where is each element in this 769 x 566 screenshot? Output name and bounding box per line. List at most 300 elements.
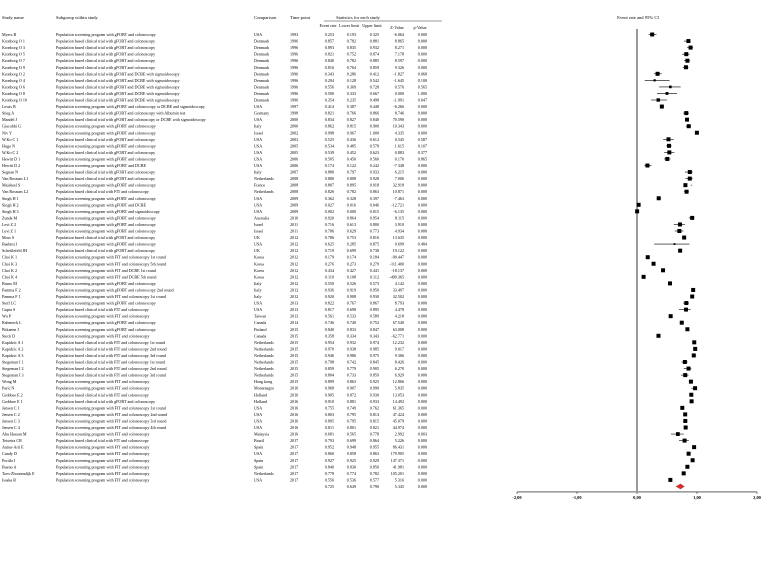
cell-lower-limit: 0.235	[346, 97, 356, 103]
cell-time-point: 2010	[290, 215, 299, 221]
cell-p-value: 0.000	[417, 438, 427, 444]
cell-p-value: 0.000	[417, 117, 427, 123]
cell-study-name: Niv Y	[2, 130, 12, 136]
cell-event-rate: 0.822	[324, 300, 334, 306]
table-row	[2, 287, 427, 292]
point-estimate	[683, 419, 687, 423]
cell-lower-limit: 0.779	[346, 366, 356, 372]
header-study-name: Study name	[2, 15, 24, 20]
table-row	[2, 353, 427, 358]
cell-time-point: 2000	[290, 117, 299, 123]
point-estimate	[684, 301, 688, 305]
cell-p-value: 1.000	[417, 90, 427, 96]
cell-z-value: 61.365	[392, 405, 404, 411]
cell-upper-limit: 0.845	[369, 359, 379, 365]
cell-lower-limit: 0.387	[346, 104, 356, 110]
cell-upper-limit: 0.612	[369, 136, 379, 142]
cell-lower-limit: 0.782	[346, 38, 356, 44]
point-estimate	[678, 249, 682, 253]
cell-comparison: USA	[254, 418, 263, 424]
table-row	[2, 91, 427, 96]
cell-lower-limit: 0.452	[346, 149, 356, 155]
cell-subgroup: Population based clinical trial with gFOBT and colonoscopy with Albumin test	[56, 110, 186, 116]
cell-upper-limit: 0.623	[369, 149, 379, 155]
cell-comparison: Holland	[254, 398, 268, 404]
cell-study-name: Hugo N	[2, 143, 16, 149]
cell-z-value: 32.502	[392, 294, 404, 299]
point-estimate	[668, 281, 672, 285]
cell-upper-limit: 0.929	[369, 457, 379, 463]
cell-upper-limit: 0.933	[369, 169, 379, 175]
cell-p-value: 0.000	[417, 359, 427, 365]
cell-comparison: Denmark	[254, 64, 270, 70]
cell-study-name: Cundy D	[2, 451, 17, 457]
cell-z-value: 4.335	[394, 130, 404, 136]
cell-upper-limit: 0.875	[369, 241, 379, 247]
cell-z-value: 10.871	[392, 189, 404, 195]
cell-comparison: USA	[254, 202, 263, 208]
cell-upper-limit: 0.738	[369, 248, 379, 254]
table-row	[2, 294, 427, 299]
cell-comparison: Denmark	[254, 77, 270, 83]
cell-p-value: 0.000	[417, 346, 427, 352]
cell-upper-limit: 0.242	[369, 163, 379, 168]
header-p-value: p-Value	[413, 25, 427, 30]
point-estimate	[685, 118, 689, 122]
cell-z-value: 1.615	[394, 143, 404, 149]
cell-p-value: 0.000	[417, 398, 427, 404]
cell-study-name: Kronborg O 3	[2, 45, 25, 51]
cell-time-point: 1996	[290, 51, 299, 57]
cell-upper-limit: 0.046	[369, 202, 379, 208]
cell-comparison: USA	[254, 143, 263, 149]
cell-event-rate: 0.798	[324, 359, 334, 365]
cell-subgroup: Population screening program with gFOBT and colonoscopy	[56, 228, 156, 234]
table-row	[2, 373, 427, 378]
cell-subgroup: Population based clinical trial with FIT and colonoscopy	[56, 392, 149, 398]
cell-study-name: Jensen C 4	[2, 425, 20, 430]
cell-z-value: 67.540	[392, 320, 404, 326]
cell-event-rate: 0.556	[324, 477, 334, 483]
cell-study-name: Zunda M	[2, 215, 18, 221]
cell-lower-limit: 0.733	[346, 372, 356, 378]
table-row	[2, 248, 427, 253]
cell-event-rate: 0.561	[324, 313, 334, 319]
x-tick-label: 2,00	[753, 494, 761, 500]
cell-z-value: 13.053	[392, 392, 404, 398]
cell-study-name: Kapidzic A 2	[2, 346, 24, 352]
cell-p-value: 0.000	[417, 267, 427, 273]
point-estimate	[650, 33, 654, 37]
cell-upper-limit: 0.778	[369, 431, 379, 437]
cell-study-name: Van Rossum L1	[2, 176, 29, 182]
cell-z-value: 63.008	[392, 326, 404, 332]
table-row	[2, 307, 427, 312]
cell-z-value: 7.006	[394, 176, 404, 182]
cell-upper-limit: 0.990	[369, 385, 379, 391]
cell-p-value: 0.000	[417, 352, 427, 358]
table-row	[2, 202, 427, 207]
cell-subgroup: Population based clinical trial with FIT and colonoscopy 3rd round	[56, 372, 166, 378]
cell-subgroup: Population based clinical trial with gFOBT and DCBE with sigmoidoscopy	[56, 90, 180, 96]
cell-event-rate: 0.625	[324, 241, 334, 247]
cell-subgroup: Population based clinical trial with gFOBT and colonoscopy	[56, 64, 156, 70]
cell-event-rate: 0.706	[324, 228, 334, 234]
study-rows	[2, 32, 427, 489]
cell-subgroup: Population screening program with FIT and colonoscopy	[56, 451, 150, 457]
cell-event-rate: 0.803	[324, 411, 334, 417]
cell-time-point: 2008	[290, 182, 299, 188]
cell-time-point: 2017	[290, 438, 299, 444]
cell-z-value: 0.000	[394, 90, 404, 96]
cell-study-name: Pamma F 1	[2, 294, 21, 299]
cell-upper-limit: 0.859	[369, 64, 379, 70]
cell-p-value: 0.000	[417, 379, 427, 385]
table-row	[2, 379, 427, 384]
cell-comparison: Spain	[254, 457, 264, 463]
cell-event-rate: 0.952	[324, 444, 334, 450]
cell-time-point: 2016	[290, 392, 299, 398]
pooled-lower-limit: 0.649	[346, 483, 356, 489]
cell-p-value: 0.000	[417, 58, 427, 64]
point-estimate	[683, 183, 687, 187]
table-row	[2, 418, 427, 423]
header-event-rate: Event rate	[319, 23, 337, 28]
cell-lower-limit: 0.767	[346, 300, 356, 306]
cell-study-name: Abu Hassan M	[2, 431, 27, 437]
point-estimate	[683, 412, 687, 416]
point-estimate	[689, 46, 693, 50]
cell-time-point: 2016	[290, 431, 299, 437]
cell-subgroup: Population screening program with FIT and colonoscopy	[56, 313, 150, 319]
cell-z-value: -7.348	[393, 163, 404, 168]
table-row	[2, 346, 427, 351]
cell-z-value: 45.079	[392, 418, 404, 424]
cell-comparison: USA	[254, 195, 263, 201]
cell-upper-limit: 0.859	[369, 372, 379, 378]
cell-time-point: 2017	[290, 464, 299, 470]
cell-study-name: Choi K 2	[2, 267, 18, 273]
cell-subgroup: Population screening program with gFOBT and colonoscopy	[56, 130, 156, 136]
pooled-z-value: 5.345	[394, 483, 404, 489]
cell-comparison: Germany	[254, 110, 270, 116]
cell-upper-limit: 0.773	[369, 228, 379, 234]
cell-p-value: 0.000	[417, 182, 427, 188]
cell-upper-limit: 0.975	[369, 352, 379, 358]
cell-p-value: 0.000	[417, 313, 427, 319]
cell-z-value: 147.371	[390, 457, 404, 463]
cell-upper-limit: 0.184	[369, 254, 379, 260]
cell-upper-limit: 0.925	[369, 379, 379, 385]
cell-z-value: 6.929	[394, 372, 404, 378]
cell-z-value: 32.918	[392, 182, 404, 188]
cell-upper-limit: 0.667	[369, 90, 379, 96]
point-estimate	[685, 190, 689, 194]
cell-p-value: 0.003	[417, 431, 427, 437]
cell-subgroup: Population screening program with FIT and colonoscopy	[56, 444, 150, 450]
cell-lower-limit: 0.782	[346, 58, 356, 64]
cell-study-name: Stegeman I 3	[2, 372, 24, 378]
header-lower-limit: Lower limit	[339, 23, 359, 28]
cell-lower-limit: 0.895	[346, 182, 356, 188]
cell-lower-limit: 0.938	[346, 346, 356, 352]
cell-lower-limit: 0.774	[346, 470, 356, 476]
table-row	[2, 137, 427, 142]
cell-event-rate: 0.805	[324, 418, 334, 424]
cell-p-value: 0.000	[417, 326, 427, 332]
cell-p-value: 0.565	[417, 84, 427, 90]
point-estimate	[680, 321, 684, 325]
cell-p-value: 0.000	[417, 32, 427, 37]
point-estimate	[687, 367, 691, 371]
cell-comparison: Italy	[254, 123, 262, 129]
point-estimate	[689, 380, 693, 384]
cell-lower-limit: 0.333	[346, 90, 356, 96]
cell-event-rate: 0.027	[324, 202, 334, 208]
cell-event-rate: 0.253	[324, 32, 334, 37]
cell-study-name: Myers R	[2, 32, 17, 37]
cell-study-name: Bueno A	[2, 464, 17, 470]
table-row	[2, 333, 427, 338]
cell-lower-limit: 0.967	[346, 130, 356, 136]
cell-study-name: Baehmi J	[2, 241, 18, 247]
cell-subgroup: Population screening program with gFOBT and colonoscopy	[56, 182, 156, 188]
cell-lower-limit: 0.801	[346, 425, 356, 430]
pooled-row	[325, 484, 427, 489]
cell-z-value: -499.365	[389, 274, 404, 280]
cell-time-point: 2015	[290, 346, 299, 352]
cell-upper-limit: 0.933	[369, 398, 379, 404]
cell-lower-limit: 0.827	[346, 117, 356, 123]
cell-time-point: 2012	[290, 294, 299, 299]
cell-lower-limit: 0.108	[346, 274, 356, 280]
cell-z-value: -62.771	[391, 333, 404, 339]
cell-comparison: Korea	[254, 254, 265, 260]
cell-z-value: -1.645	[393, 77, 404, 83]
table-row	[2, 386, 427, 391]
cell-subgroup: Population screening program with gFOBT and colonoscopy	[56, 241, 156, 247]
cell-study-name: Stieg A	[2, 110, 15, 116]
cell-lower-limit: 0.699	[346, 248, 356, 254]
cell-subgroup: Population screening program with gFOBT and DCBE	[56, 202, 146, 208]
point-estimate	[677, 229, 681, 233]
cell-upper-limit: 0.930	[369, 392, 379, 398]
cell-event-rate: 0.414	[324, 104, 334, 110]
cell-lower-limit: 0.000	[346, 208, 356, 214]
cell-event-rate: 0.807	[324, 182, 334, 188]
cell-event-rate: 0.746	[324, 320, 334, 326]
cell-time-point: 2003	[290, 136, 299, 142]
cell-z-value: 10.343	[392, 123, 404, 129]
cell-upper-limit: 0.782	[369, 470, 379, 476]
cell-subgroup: Population based clinical trial with gFOBT and colonoscopy	[56, 248, 156, 254]
cell-subgroup: Population screening program with FIT and DCBE 1st round	[56, 267, 156, 273]
cell-comparison: Israel	[254, 228, 264, 234]
cell-z-value: 5.835	[394, 385, 404, 391]
cell-subgroup: Population based clinical trial with FIT and colonoscopy	[56, 438, 149, 444]
cell-subgroup: Population based clinical trial with gFOBT and DCBE with sigmoidoscopy	[56, 97, 180, 103]
cell-z-value: -1.991	[393, 97, 404, 103]
table-row	[2, 183, 427, 188]
point-estimate	[683, 439, 687, 443]
x-tick-label: 0,00	[633, 494, 641, 500]
cell-study-name: Kapidzic A 1	[2, 339, 24, 345]
cell-study-name: Kronborg O 7	[2, 58, 25, 64]
cell-lower-limit: 0.629	[346, 228, 356, 234]
cell-study-name: Steff LC	[2, 300, 17, 306]
table-row	[2, 320, 427, 325]
header-upper-limit: Upper limit	[362, 23, 382, 28]
cell-time-point: 2012	[290, 287, 299, 293]
cell-upper-limit: 0.589	[369, 313, 379, 319]
cell-subgroup: Population based clinical trial with gFOBT and colonoscopy	[56, 176, 156, 182]
cell-lower-limit: 0.286	[346, 71, 356, 77]
cell-time-point: 2016	[290, 425, 299, 430]
cell-upper-limit: 0.752	[369, 320, 379, 326]
cell-upper-limit: 0.874	[369, 51, 379, 57]
cell-upper-limit: 0.560	[369, 156, 379, 162]
cell-study-name: Jensen C 1	[2, 405, 20, 411]
cell-p-value: 0.000	[417, 457, 427, 463]
cell-p-value: 0.000	[417, 411, 427, 417]
cell-event-rate: 0.970	[324, 346, 334, 352]
cell-study-name: Singh H 1	[2, 195, 19, 201]
cell-subgroup: Population screening program with FIT and colonoscopy	[56, 470, 150, 476]
cell-subgroup: Population screening program with FIT and colonoscopy 1st round	[56, 254, 166, 260]
cell-p-value: 0.000	[417, 477, 427, 483]
cell-subgroup: Population based clinical trial with gFOBT and DCBE with sigmoidoscopy	[56, 77, 180, 83]
x-axis	[512, 492, 761, 500]
cell-z-value: 8.793	[394, 300, 404, 306]
cell-event-rate: 0.534	[324, 143, 334, 149]
cell-time-point: 1996	[290, 97, 299, 103]
cell-z-value: 8.271	[394, 45, 404, 51]
cell-time-point: 1996	[290, 71, 299, 77]
cell-study-name: Kronborg O 8	[2, 90, 25, 96]
cell-z-value: 8.597	[394, 58, 404, 64]
table-row	[2, 130, 427, 135]
cell-study-name: Stegeman I 2	[2, 366, 24, 372]
cell-comparison: Malaysia	[254, 431, 270, 437]
x-tick-label: -1,00	[572, 494, 582, 500]
cell-time-point: 2017	[290, 477, 299, 483]
table-row	[2, 392, 427, 397]
cell-z-value: -12.721	[391, 202, 404, 208]
point-estimate	[693, 386, 697, 390]
cell-upper-limit: 0.955	[369, 444, 379, 450]
cell-comparison: Denmark	[254, 58, 270, 64]
cell-p-value: 0.000	[417, 425, 427, 430]
cell-upper-limit: 0.866	[369, 110, 379, 116]
cell-study-name: Issaka R	[2, 477, 16, 483]
table-row	[2, 222, 427, 227]
point-estimate	[654, 79, 656, 81]
point-estimate	[688, 170, 692, 174]
cell-study-name: Moss S	[2, 235, 15, 241]
cell-upper-limit: 0.821	[369, 425, 379, 430]
cell-study-name: Kronborg O 9	[2, 64, 25, 70]
cell-upper-limit: 0.932	[369, 45, 379, 51]
cell-time-point: 1997	[290, 104, 299, 110]
cell-study-name: Singh H 2	[2, 202, 19, 208]
cell-comparison: USA	[254, 425, 263, 430]
cell-z-value: 179.905	[390, 451, 404, 457]
cell-comparison: Italy	[254, 287, 262, 293]
cell-z-value: 8.426	[394, 359, 404, 365]
cell-study-name: Levi Z 2	[2, 221, 17, 227]
cell-upper-limit: 0.279	[369, 261, 379, 267]
cell-lower-limit: 0.795	[346, 418, 356, 424]
cell-z-value: -7.463	[393, 195, 404, 201]
cell-event-rate: 0.294	[324, 77, 334, 83]
cell-lower-limit: 0.526	[346, 280, 356, 286]
cell-p-value: 0.000	[417, 339, 427, 345]
cell-time-point: 2016	[290, 405, 299, 411]
table-row	[2, 268, 427, 273]
cell-event-rate: 0.905	[324, 392, 334, 398]
cell-time-point: 2009	[290, 208, 299, 214]
cell-z-value: 12.232	[392, 339, 404, 345]
cell-comparison: Holland	[254, 392, 268, 398]
cell-p-value: 0.000	[417, 176, 427, 182]
cell-lower-limit: 0.808	[346, 176, 356, 182]
cell-z-value: 13.635	[392, 235, 404, 241]
table-row	[2, 229, 427, 234]
cell-upper-limit: 0.542	[369, 77, 379, 83]
cell-p-value: 0.000	[417, 38, 427, 44]
cell-study-name: Grobbee E 2	[2, 392, 23, 398]
cell-study-name: Bruno M	[2, 280, 17, 286]
cell-z-value: 9.366	[394, 352, 404, 358]
cell-subgroup: Population screening program with FIT and colonoscopy	[56, 385, 150, 391]
point-estimate	[690, 399, 694, 403]
cell-lower-limit: 0.795	[346, 411, 356, 417]
table-row	[2, 189, 427, 194]
cell-comparison: USA	[254, 163, 263, 168]
cell-study-name: Giacobbi G	[2, 123, 21, 129]
point-estimate	[676, 432, 680, 436]
cell-lower-limit: 0.450	[346, 156, 356, 162]
cell-event-rate: 0.817	[324, 307, 334, 313]
table-row	[2, 32, 427, 37]
cell-event-rate: 0.434	[324, 267, 334, 273]
cell-z-value: 19.122	[392, 248, 404, 254]
cell-comparison: Denmark	[254, 45, 270, 51]
cell-comparison: Canada	[254, 333, 267, 339]
cell-comparison: Spain	[254, 444, 264, 450]
cell-comparison: Denmark	[254, 38, 270, 44]
cell-time-point: 2017	[290, 457, 299, 463]
point-estimate	[667, 137, 671, 141]
cell-time-point: 2012	[290, 235, 299, 241]
cell-z-value: 8.115	[394, 215, 404, 221]
cell-z-value: 4.934	[394, 228, 404, 234]
table-row	[2, 274, 427, 279]
cell-time-point: 2017	[290, 451, 299, 457]
table-row	[2, 215, 427, 220]
cell-subgroup: Population screening program with gFOBT and colonoscopy	[56, 300, 156, 306]
cell-lower-limit: 0.273	[346, 261, 356, 267]
point-estimate	[666, 92, 669, 95]
cell-z-value: 0.170	[394, 156, 404, 162]
cell-z-value: 105.201	[390, 470, 404, 476]
cell-subgroup: Population screening program with FIT and DCBE 5th round	[56, 274, 157, 280]
cell-time-point: 2015	[290, 366, 299, 372]
cell-subgroup: Population based clinical trial with FIT and colonoscopy 2nd round	[56, 366, 167, 372]
cell-subgroup: Population screening program with FIT and colonoscopy 2nd round	[56, 411, 168, 417]
cell-p-value: 0.000	[417, 248, 427, 254]
cell-comparison: USA	[254, 300, 263, 306]
